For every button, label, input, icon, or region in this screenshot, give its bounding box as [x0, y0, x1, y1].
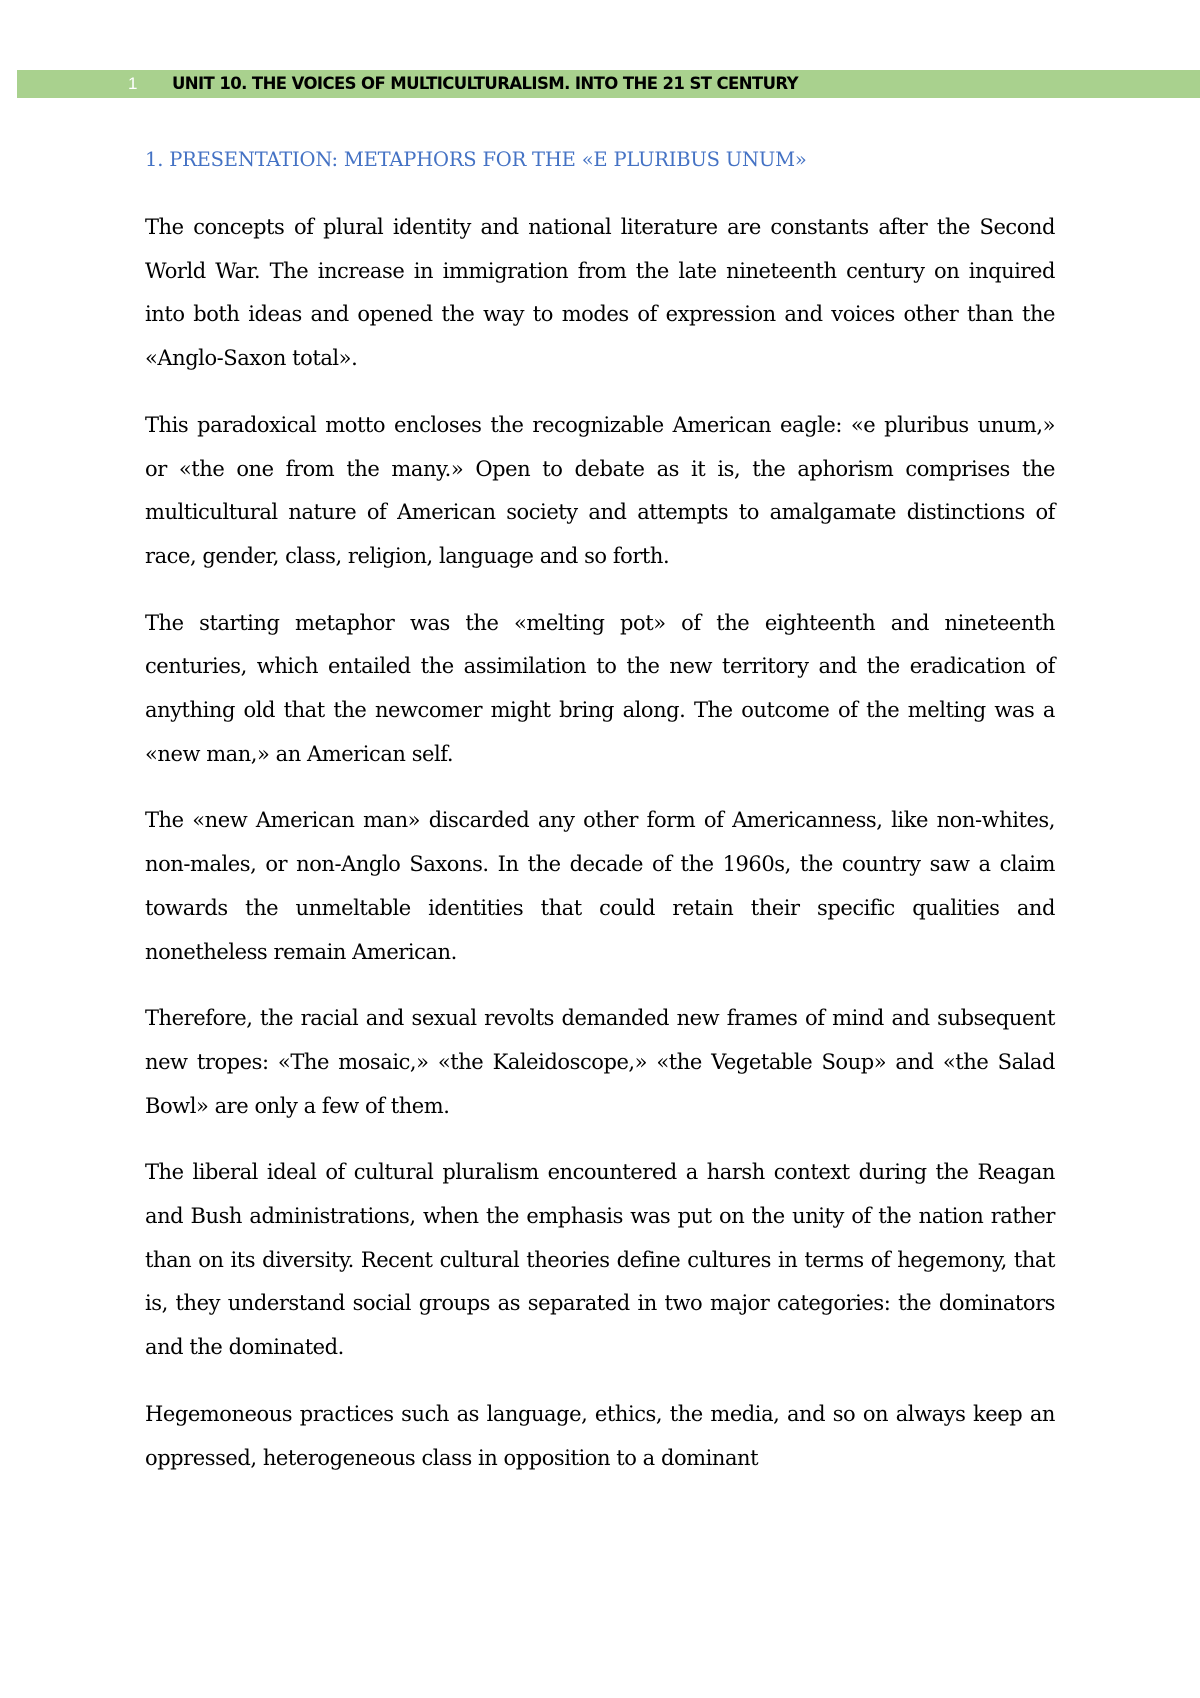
- unit-title: UNIT 10. THE VOICES OF MULTICULTURALISM. INTO THE 21 ST CENTURY: [172, 74, 798, 93]
- page-number: 1: [128, 74, 138, 93]
- paragraph-5: Therefore, the racial and sexual revolts demanded new frames of mind and subsequent new tropes: «The mosaic,» «the Kaleidoscope,» «the Vegetable Soup» and «the Salad Bowl» are only a few of them.: [145, 1006, 1055, 1118]
- paragraph-6: The liberal ideal of cultural pluralism encountered a harsh context during the Reagan and Bush administrations, when the emphasis was put on the unity of the nation rather than on its diversity. Recent cultural theories define cultures in terms of hegemony, that is, they understand social groups as separated in two major categories: the dominators and the dominated.: [145, 1160, 1055, 1360]
- paragraph-3: The starting metaphor was the «melting pot» of the eighteenth and nineteenth centuries, which entailed the assimilation to the new territory and the eradication of anything old that the newcomer might bring along. The outcome of the melting was a «new man,» an American self.: [145, 610, 1055, 766]
- paragraph-7: Hegemoneous practices such as language, ethics, the media, and so on always keep an oppressed, heterogeneous class in opposition to a dominant: [145, 1401, 1055, 1470]
- document-body: [145, 206, 1055, 1480]
- paragraph-4: The «new American man» discarded any other form of Americanness, like non-whites, non-males, or non-Anglo Saxons. In the decade of the 1960s, the country saw a claim towards the unmeltable identities that could retain their specific qualities and nonetheless remain American.: [145, 808, 1055, 964]
- section-heading: 1. PRESENTATION: METAPHORS FOR THE «E PLURIBUS UNUM»: [145, 148, 807, 171]
- paragraph-1: The concepts of plural identity and national literature are constants after the Second World War. The increase in immigration from the late nineteenth century on inquired into both ideas and opened the way to modes of expression and voices other than the «Anglo-Saxon total».: [145, 215, 1055, 371]
- paragraph-2: This paradoxical motto encloses the recognizable American eagle: «e pluribus unum,» or «the one from the many.» Open to debate as it is, the aphorism comprises the multicultural nature of American society and attempts to amalgamate distinctions of race, gender, class, religion, language and so forth.: [145, 412, 1055, 568]
